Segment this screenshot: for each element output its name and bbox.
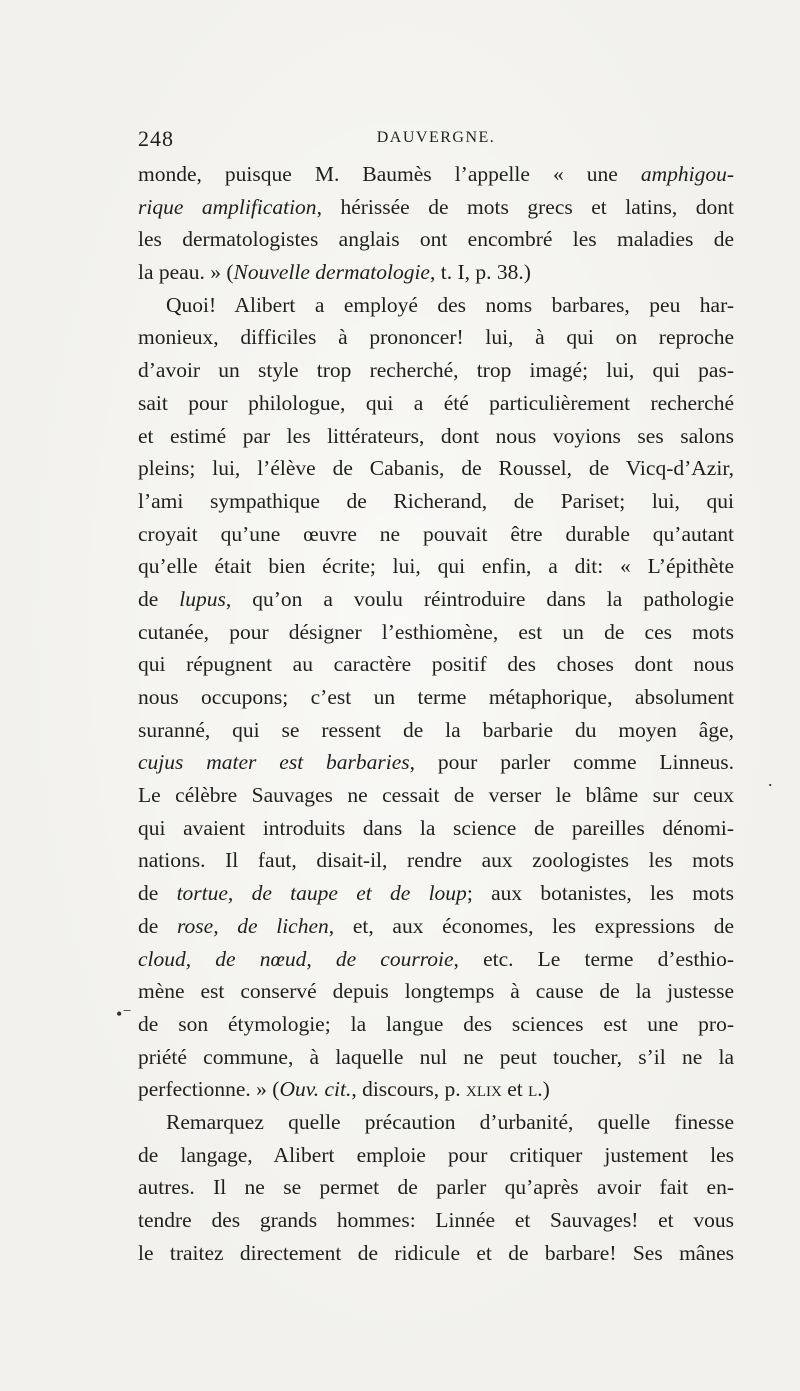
text-line — [138, 420, 734, 453]
text-segment: mène est conservé depuis longtemps à cause de la justesse — [138, 979, 734, 1004]
text-line — [138, 256, 734, 289]
text-segment: nations. Il faut, disait-il, rendre aux zoologistes les mots — [138, 848, 734, 873]
text-segment: , discours, p. — [351, 1077, 466, 1102]
text-line — [138, 321, 734, 354]
text-segment: pleins; lui, l’élève de Cabanis, de Roussel, de Vicq-d’Azir, — [138, 456, 734, 481]
text-segment: , hérissée de mots grecs et latins, dont — [316, 194, 734, 219]
text-segment: Remarquez quelle précaution d’urbanité, quelle finesse — [166, 1109, 734, 1134]
text-line — [138, 485, 734, 518]
text-line — [138, 1106, 734, 1139]
text-line — [138, 616, 734, 649]
text-line — [138, 518, 734, 551]
text-line — [138, 1008, 734, 1041]
text-segment: croyait qu’une œuvre ne pouvait être durable qu’autant — [138, 521, 734, 546]
text-segment: les dermatologistes anglais ont encombré les maladies de — [138, 227, 734, 252]
text-line — [138, 1237, 734, 1270]
text-segment: autres. Il ne se permet de parler qu’après avoir fait en- — [138, 1175, 734, 1200]
page-header — [138, 126, 734, 156]
bleed-through-text — [430, 54, 770, 124]
text-segment: rose, de lichen — [176, 913, 329, 938]
text-segment: et estimé par les littérateurs, dont nous voyions ses salons — [138, 423, 734, 448]
text-line — [138, 779, 734, 812]
text-segment: Le célèbre Sauvages ne cessait de verser le blâme sur ceux — [138, 783, 734, 808]
stray-mark: •⁻ — [116, 1004, 132, 1024]
text-segment: et — [501, 1077, 529, 1102]
text-line — [138, 714, 734, 747]
text-line — [138, 1073, 734, 1106]
text-line — [138, 1139, 734, 1172]
text-segment: Quoi! Alibert a employé des noms barbares, peu har- — [166, 292, 734, 317]
page-number: 248 — [138, 126, 174, 151]
text-line — [138, 289, 734, 322]
text-segment: le traitez directement de ridicule et de barbare! Ses mânes — [138, 1240, 734, 1265]
text-segment: , etc. Le terme d’esthio- — [453, 946, 735, 971]
text-line — [138, 452, 734, 485]
text-line — [138, 746, 734, 779]
text-segment: , qu’on a voulu réintroduire dans la pathologie — [225, 586, 734, 611]
text-segment: sait pour philologue, qui a été particulièrement recherché — [138, 390, 734, 415]
text-segment: qui répugnent au caractère positif des choses dont nous — [138, 652, 734, 677]
text-segment: de son étymologie; la langue des sciences est une pro- — [138, 1011, 734, 1036]
text-segment: amphigou- — [640, 162, 734, 186]
text-segment: cujus mater est barbaries — [138, 750, 410, 775]
text-line — [138, 583, 734, 616]
text-segment: cloud, de nœud, de courroie — [138, 946, 454, 971]
text-line — [138, 877, 734, 910]
text-line — [138, 158, 734, 191]
text-segment: xlix — [466, 1077, 502, 1102]
text-segment: nous occupons; c’est un terme métaphorique, absolument — [138, 685, 734, 709]
text-segment: .) — [537, 1077, 550, 1102]
text-line — [138, 910, 734, 943]
text-segment: d’avoir un style trop recherché, trop imagé; lui, qui pas- — [138, 358, 734, 383]
text-segment: , pour parler comme Linneus. — [409, 750, 734, 775]
text-segment: , t. I, p. 38.) — [429, 260, 531, 285]
body-text — [138, 158, 734, 1269]
text-segment: ; aux botanistes, les mots — [466, 881, 735, 906]
text-line — [138, 191, 734, 224]
text-line — [138, 387, 734, 420]
text-line — [138, 812, 734, 845]
text-segment: de — [138, 913, 177, 938]
running-head: DAUVERGNE. — [376, 129, 496, 146]
text-segment: cutanée, pour désigner l’esthiomène, est un de ces mots — [138, 619, 734, 644]
text-line — [138, 1204, 734, 1237]
text-segment: Nouvelle dermatologie — [233, 260, 430, 285]
text-line — [138, 975, 734, 1008]
text-line — [138, 943, 734, 976]
text-segment: de — [138, 586, 180, 611]
text-segment: suranné, qui se ressent de la barbarie du moyen âge, — [138, 717, 734, 742]
text-segment: lupus — [179, 586, 226, 611]
text-segment: de langage, Alibert emploie pour critiquer justement les — [138, 1142, 734, 1167]
text-segment: l — [528, 1077, 538, 1102]
text-segment: perfectionne. » ( — [138, 1077, 280, 1102]
text-segment: Ouv. cit. — [279, 1077, 352, 1102]
text-line — [138, 223, 734, 256]
text-line — [138, 681, 734, 714]
text-line — [138, 648, 734, 681]
text-line — [138, 1041, 734, 1074]
text-segment: priété commune, à laquelle nul ne peut toucher, s’il ne la — [138, 1044, 734, 1069]
text-segment: qu’elle était bien écrite; lui, qui enfin, a dit: « L’épithète — [138, 554, 734, 579]
text-segment: la peau. » ( — [138, 260, 234, 285]
stray-mark: . — [768, 770, 773, 790]
text-segment: , et, aux économes, les expressions de — [328, 913, 735, 938]
text-segment: rique amplification — [138, 194, 317, 219]
text-segment: de — [138, 881, 177, 906]
text-segment: monieux, difficiles à prononcer! lui, à qui on reproche — [138, 325, 734, 350]
text-line — [138, 550, 734, 583]
text-line — [138, 354, 734, 387]
text-line — [138, 844, 734, 877]
text-segment: l’ami sympathique de Richerand, de Pariset; lui, qui — [138, 488, 734, 513]
text-segment: qui avaient introduits dans la science de pareilles dénomi- — [138, 815, 734, 840]
text-segment: tortue, de taupe et de loup — [176, 881, 467, 906]
text-segment: monde, puisque M. Baumès l’appelle « une — [138, 162, 641, 186]
text-segment: tendre des grands hommes: Linnée et Sauvages! et vous — [138, 1208, 734, 1232]
text-line — [138, 1171, 734, 1204]
